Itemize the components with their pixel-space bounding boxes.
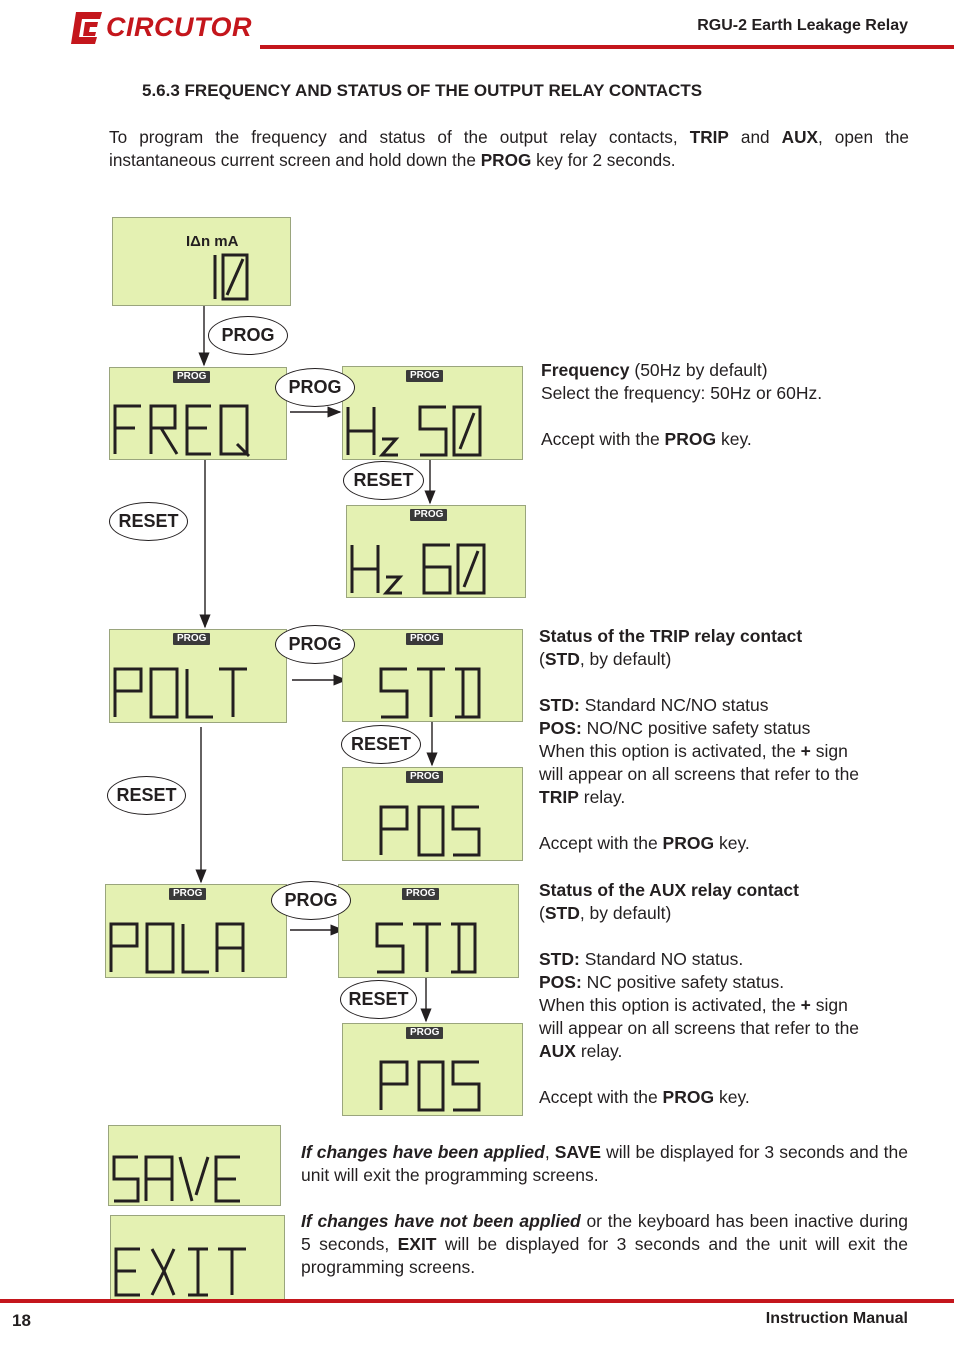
intro-paragraph: To program the frequency and status of the output relay contacts, TRIP and AUX, open the instantaneous current screen and hold down the PROG key for 2 seconds. [109,127,909,170]
lcd-pos-trip [342,767,523,861]
prog-badge: PROG [169,888,206,900]
lcd-std-aux [338,884,519,978]
unit-label: IΔn mA [186,233,239,250]
section-heading: 5.6.3 FREQUENCY AND STATUS OF THE OUTPUT RELAY CONTACTS [142,81,703,100]
lcd-pos-aux [342,1023,523,1116]
aux-description: Status of the AUX relay contact (STD, by default) STD: Standard NO status. POS: NC positive safety status. When this option is activated, the + sign will appear on all screens that refer to the AUX relay. Accept with the PROG key. [539,880,860,1107]
lcd-std-trip-segments [343,630,524,723]
lcd-hz60 [346,505,526,598]
reset-key[interactable]: RESET [109,502,188,541]
save-caption: If changes have been applied, SAVE will be displayed for 3 seconds and the unit will exit the programming screens. [301,1142,908,1185]
exit-caption: If changes have not been applied or the keyboard has been inactive during 5 seconds, EXIT will be displayed for 3 seconds and the unit will exit the programming screens. [301,1211,908,1277]
lcd-pos-aux-segments [343,1024,524,1117]
trip-description: Status of the TRIP relay contact (STD, by default) STD: Standard NC/NO status POS: NO/NC positive safety status When this option is activated, the + sign will appear on all screens that refer to the TRIP relay. Accept with the PROG key. [539,626,860,853]
prog-badge: PROG [410,509,447,521]
lcd-exit [110,1215,285,1300]
prog-badge: PROG [406,1027,443,1039]
lcd-freq-segments [110,368,288,461]
frequency-description: Frequency (50Hz by default) Select the frequency: 50Hz or 60Hz. Accept with the PROG key. [541,360,823,449]
lcd-freq [109,367,287,460]
lcd-save [108,1125,281,1206]
prog-badge: PROG [173,633,210,645]
lcd-std-aux-segments [339,885,520,979]
lcd-polt-segments [110,630,288,724]
reset-key[interactable]: RESET [107,776,186,815]
lcd-current-segments [113,218,292,307]
prog-key[interactable]: PROG [208,316,288,355]
page-number: 18 [12,1311,31,1330]
reset-key[interactable]: RESET [343,461,424,500]
footer-rule [0,1299,954,1303]
prog-badge: PROG [406,771,443,783]
lcd-hz50-segments [343,367,524,461]
prog-key[interactable]: PROG [271,881,351,920]
prog-badge: PROG [402,888,439,900]
reset-key[interactable]: RESET [341,725,421,764]
prog-badge: PROG [406,370,443,382]
lcd-hz50 [342,366,523,460]
footer-title: Instruction Manual [765,1310,908,1327]
brand-name: CIRCUTOR [106,12,253,42]
lcd-hz60-segments [347,506,527,599]
prog-key[interactable]: PROG [275,368,355,407]
prog-badge: PROG [173,371,210,383]
document-title: RGU-2 Earth Leakage Relay [697,17,908,34]
prog-key[interactable]: PROG [275,625,355,664]
lcd-exit-segments [111,1216,286,1301]
lcd-current [112,217,291,306]
lcd-pola [105,884,287,978]
lcd-std-trip [342,629,523,722]
lcd-polt [109,629,287,723]
prog-badge: PROG [406,633,443,645]
lcd-pos-trip-segments [343,768,524,862]
lcd-save-segments [109,1126,282,1207]
reset-key[interactable]: RESET [340,980,417,1019]
lcd-pola-segments [106,885,288,979]
